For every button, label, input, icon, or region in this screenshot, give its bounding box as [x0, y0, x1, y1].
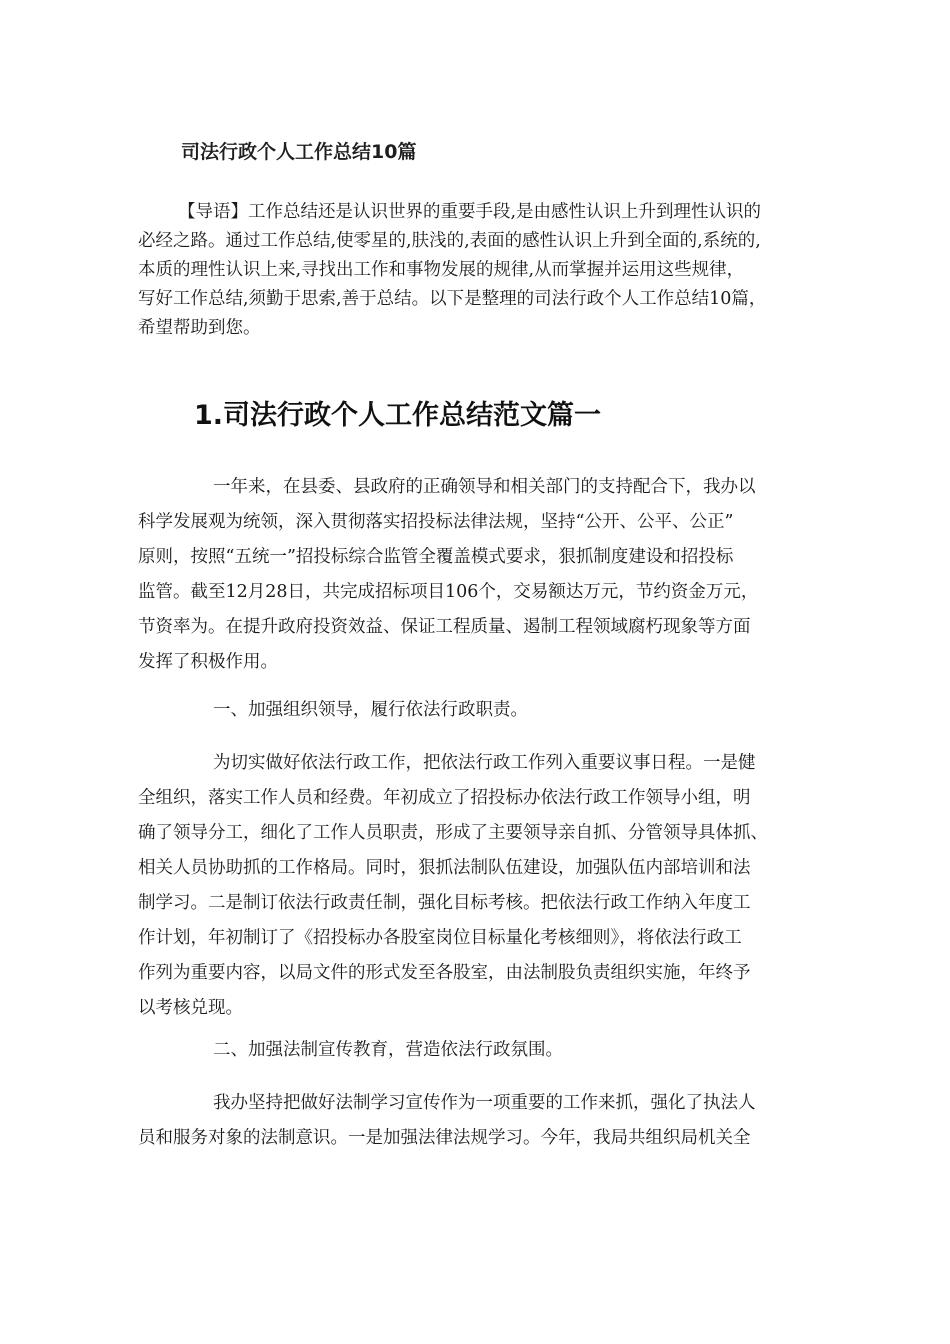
paragraph-line: 节资率为。在提升政府投资效益、保证工程质量、遏制工程领域腐朽现象等方面 — [138, 617, 751, 637]
paragraph-line: 科学发展观为统领，深入贯彻落实招投标法律法规，坚持“公开、公平、公正” — [138, 512, 734, 532]
body-paragraph-2 — [138, 746, 818, 1026]
paragraph-line: 一年来，在县委、县政府的正确领导和相关部门的支持配合下，我办以 — [213, 477, 756, 497]
paragraph-line: 全组织，落实工作人员和经费。年初成立了招投标办依法行政工作领导小组，明 — [138, 788, 751, 808]
paragraph-line: 为切实做好依法行政工作，把依法行政工作列入重要议事日程。一是健 — [213, 753, 756, 773]
document-title: 司法行政个人工作总结10篇 — [181, 141, 417, 163]
intro-line: 本质的理性认识上来,寻找出工作和事物发展的规律,从而掌握并运用这些规律， — [138, 260, 745, 280]
paragraph-line: 监管。截至12月28日，共完成招标项目106个，交易额达万元，节约资金万元， — [138, 582, 759, 602]
paragraph-line: 我办坚持把做好法制学习宣传作为一项重要的工作来抓，强化了执法人 — [213, 1093, 756, 1113]
paragraph-line: 员和服务对象的法制意识。一是加强法律法规学习。今年，我局共组织局机关全 — [138, 1128, 751, 1148]
paragraph-line: 发挥了积极作用。 — [138, 652, 278, 672]
subheading-text: 一、加强组织领导，履行依法行政职责。 — [213, 700, 528, 720]
intro-line: 必经之路。通过工作总结,使零星的,肤浅的,表面的感性认识上升到全面的,系统的, — [138, 231, 761, 251]
paragraph-line: 以考核兑现。 — [138, 998, 243, 1018]
paragraph-line: 原则，按照“五统一”招投标综合监管全覆盖模式要求，狠抓制度建设和招投标 — [138, 547, 734, 567]
paragraph-line: 相关人员协助抓的工作格局。同时，狠抓法制队伍建设，加强队伍内部培训和法 — [138, 858, 751, 878]
paragraph-line: 作计划，年初制订了《招投标办各股室岗位目标量化考核细则》，将依法行政工 — [138, 928, 742, 948]
subheading-2 — [138, 1033, 818, 1068]
paragraph-line: 制学习。二是制订依法行政责任制，强化目标考核。把依法行政工作纳入年度工 — [138, 893, 751, 913]
intro-line: 【导语】工作总结还是认识世界的重要手段,是由感性认识上升到理性认识的 — [178, 202, 762, 222]
subheading-1 — [138, 693, 818, 728]
paragraph-line: 作列为重要内容，以局文件的形式发至各股室，由法制股负责组织实施，年终予 — [138, 963, 751, 983]
paragraph-line: 确了领导分工，细化了工作人员职责，形成了主要领导亲自抓、分管领导具体抓、 — [138, 823, 768, 843]
intro-line: 写好工作总结,须勤于思索,善于总结。以下是整理的司法行政个人工作总结10篇， — [138, 289, 767, 309]
subheading-text: 二、加强法制宣传教育，营造依法行政氛围。 — [213, 1040, 563, 1060]
intro-paragraph — [138, 198, 828, 343]
intro-line: 希望帮助到您。 — [138, 318, 261, 338]
section-heading: 1.司法行政个人工作总结范文篇一 — [194, 400, 602, 431]
body-paragraph-1 — [138, 470, 818, 680]
body-paragraph-3 — [138, 1086, 818, 1156]
